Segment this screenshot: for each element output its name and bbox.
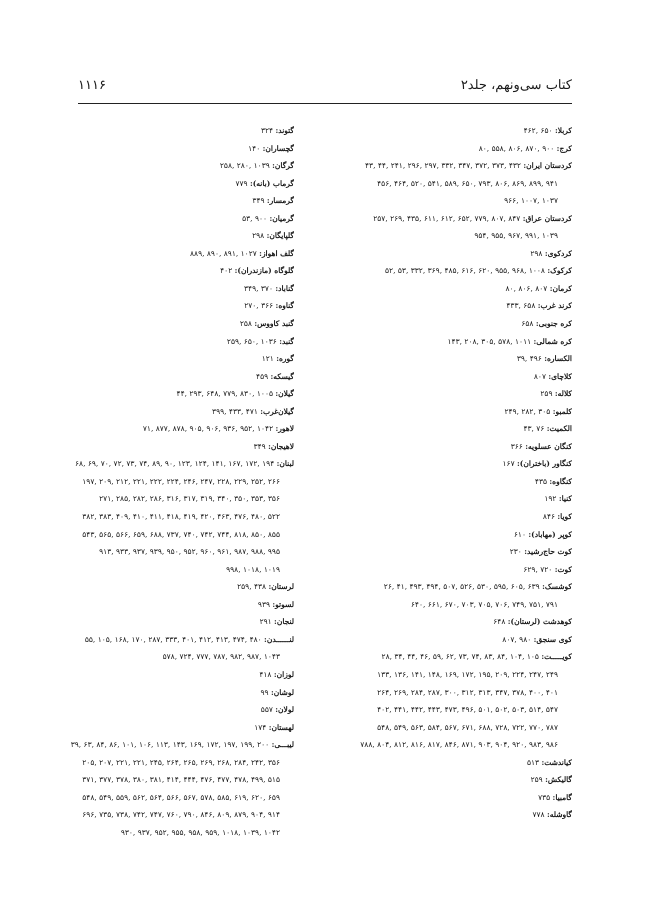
index-entry: [308, 543, 572, 561]
index-entry-continuation: [24, 508, 294, 526]
index-term: کرند غرب:: [537, 301, 572, 311]
index-entry: [308, 631, 572, 649]
page-references: ۵۱۵ ,۴۹۹ ,۴۷۸ ,۴۷۷ ,۴۷۶ ,۴۴۴ ,۴۱۴ ,۳۸۱ ,۳۸۰ ,۳۷۸ ,۳۷۷ ,۳۷۱: [82, 775, 280, 785]
index-term: کردکوی:: [544, 248, 572, 258]
page-references: ۲۰۰ ,۱۹۹ ,۱۹۷ ,۱۷۲ ,۱۶۹ ,۱۴۳ ,۱۱۳ ,۱۰۶ ,۱۰۱ ,۸۶ ,۸۴ ,۶۳ ,۳۹: [70, 740, 272, 750]
page-references: ۵۴۷ ,۵۱۴ ,۵۰۳ ,۵۰۲ ,۵۰۱ ,۴۹۶ ,۴۷۳ ,۴۴۳ ,۴۴۲ ,۴۴۱ ,۴۰۲: [377, 705, 558, 715]
index-entry: [308, 122, 572, 140]
index-entry-continuation: [308, 684, 572, 702]
index-term: کیاندشت:: [541, 757, 572, 767]
index-entry: [24, 385, 294, 403]
index-entry: [308, 526, 572, 544]
index-term: گالیکش:: [545, 775, 572, 785]
page-references: ۶۵۸ ,۴۳۳: [506, 301, 538, 311]
index-term: کنیا:: [558, 494, 572, 504]
index-entry-continuation: [308, 666, 572, 684]
index-term: گرمیان:: [269, 213, 294, 223]
index-term: لولان:: [275, 705, 294, 715]
index-entry: [308, 754, 572, 772]
index-entry: [308, 438, 572, 456]
index-entry: [24, 297, 294, 315]
page-references: ۷۷۹: [235, 178, 250, 188]
index-term: کوشسک:: [542, 582, 572, 592]
page-references: ۴۵۹: [256, 371, 271, 381]
index-entry: [308, 473, 572, 491]
page-references: ۴۹۶ ,۳۹: [516, 354, 545, 364]
index-entry: [308, 157, 572, 175]
index-term: لاهیجان:: [268, 441, 294, 451]
index-term: گلپایگان:: [266, 231, 294, 241]
index-entry: [308, 613, 572, 631]
index-entry: [308, 648, 572, 666]
page-references: ۲۹۸: [252, 231, 267, 241]
page-references: ۳۰۵ ,۲۸۲ ,۲۴۹: [504, 406, 553, 416]
page-references: ۸۵۵ ,۸۵۰ ,۸۱۸ ,۷۴۴ ,۷۴۲ ,۷۴۰ ,۷۳۷ ,۶۸۸ ,۶۵۹ ,۵۶۶ ,۵۶۵ ,۵۴۳: [82, 529, 280, 539]
index-entry: [308, 315, 572, 333]
index-term: کربلا:: [554, 126, 572, 135]
page-references: ۲۵۸: [239, 319, 255, 329]
index-entry: [24, 631, 294, 649]
page-references: ۴۳۸ ,۲۵۹: [237, 582, 269, 592]
index-term: کرمان:: [549, 283, 572, 293]
page-references: ۳۴۹: [253, 441, 269, 451]
index-entry: [308, 578, 572, 596]
page-references: ۳۴۹: [252, 196, 267, 206]
index-term: لوزان:: [273, 669, 294, 679]
index-entry-continuation: [308, 701, 572, 719]
index-entry: [24, 368, 294, 386]
index-entry: [24, 455, 294, 473]
page-references: ۱۰۰۸ ,۹۶۸ ,۹۵۵ ,۶۲۰ ,۶۱۶ ,۴۸۵ ,۳۶۹ ,۳۳۲ ,۵۳ ,۵۲: [385, 266, 548, 276]
index-term: کوت حاج‌رشید:: [524, 547, 572, 557]
index-entry: [308, 368, 572, 386]
page-references: ۹۹: [260, 687, 271, 697]
index-term: گاوشله:: [546, 810, 572, 820]
page-references: ۶۱۰: [513, 529, 529, 539]
page-references: ۲۶۶ ,۲۵۲ ,۲۲۹ ,۲۲۸ ,۲۴۷ ,۲۴۶ ,۲۲۴ ,۲۲۲ ,۲۲۱ ,۲۱۲ ,۲۰۹ ,۱۹۷: [82, 476, 280, 486]
page-references: ۹۳۹: [257, 599, 273, 609]
page-references: ۵۱۳: [526, 757, 542, 767]
page-references: ۷۳۵: [538, 792, 553, 802]
index-entry: [24, 175, 294, 193]
index-entry: [24, 403, 294, 421]
index-column-left: [24, 122, 294, 841]
index-term: لوشان:: [270, 687, 294, 697]
index-term: الکساره:: [544, 354, 572, 364]
index-entry-continuation: [24, 543, 294, 561]
index-term: گیسکه:: [270, 371, 294, 381]
page-references: ۷۹۱ ,۷۵۱ ,۷۴۹ ,۷۰۶ ,۷۰۵ ,۷۰۳ ,۶۷۰ ,۶۶۱ ,۶۴۰: [410, 599, 558, 609]
index-entry: [308, 350, 572, 368]
page-references: ۲۵۹: [540, 389, 555, 399]
index-entry: [24, 227, 294, 245]
page-references: ۱۰۳۷ ,۱۰۰۷ ,۹۶۶: [504, 196, 558, 206]
index-entry-continuation: [308, 227, 572, 245]
index-term: گامبیا:: [552, 792, 572, 802]
page-references: ۴۳۵: [534, 476, 550, 486]
page-references: ۱۰۱۹ ,۱۰۱۸ ,۹۹۸: [226, 564, 280, 574]
page-references: ۶۵۸: [521, 319, 536, 329]
index-entry: [308, 455, 572, 473]
index-entry: [308, 210, 572, 228]
index-entry: [24, 578, 294, 596]
index-entry: [24, 157, 294, 175]
index-term: لاهور:: [275, 424, 294, 434]
index-term: گرمسار:: [266, 196, 294, 206]
page-references: ۳۲۴: [261, 126, 276, 135]
page-references: ۷۷۸: [532, 810, 547, 820]
page-number: ۱۱۱۶: [78, 78, 106, 93]
page-references: ۹۰۰ ,۸۷۰ ,۸۰۶ ,۵۵۸ ,۸۰: [478, 143, 557, 153]
index-entry: [24, 333, 294, 351]
page-references: ۴۷۱ ,۴۳۳ ,۳۹۹: [212, 406, 261, 416]
index-term: کویـــــت:: [541, 652, 572, 662]
index-entry: [24, 736, 294, 754]
index-entry-continuation: [24, 789, 294, 807]
index-term: کویا:: [557, 512, 572, 522]
index-entry: [24, 315, 294, 333]
index-entry: [24, 719, 294, 737]
index-term: کنگان عسلویه:: [525, 441, 572, 451]
index-entry: [308, 403, 572, 421]
page-references: ۸۰۷ ,۸۰۶ ,۸۰: [505, 283, 550, 293]
index-term: گوره:: [276, 354, 294, 364]
index-term: کردستان عراق:: [522, 213, 572, 223]
index-entry: [24, 192, 294, 210]
index-entry-continuation: [24, 648, 294, 666]
index-term: کنگاوه:: [549, 476, 572, 486]
index-term: گیلان‌غرب:: [260, 406, 294, 416]
page-references: ۶۳۹ ,۶۰۵ ,۵۹۵ ,۵۳۰ ,۵۲۶ ,۵۰۷ ,۴۹۴ ,۴۹۳ ,۴۱ ,۲۶: [383, 582, 543, 592]
index-entry-continuation: [24, 806, 294, 824]
index-entry: [24, 122, 294, 140]
page-references: ۱۶۷: [502, 459, 518, 469]
index-term: الکمیت:: [546, 424, 572, 434]
index-entry: [24, 613, 294, 631]
index-entry: [24, 140, 294, 158]
index-entry: [24, 350, 294, 368]
index-entry: [24, 666, 294, 684]
index-entry: [24, 420, 294, 438]
index-entry: [308, 789, 572, 807]
book-title: کتاب سی‌ونهم، جلد۲: [460, 78, 572, 93]
page-references: ۴۰۱ ,۴۰۰ ,۳۷۸ ,۳۴۷ ,۳۱۳ ,۳۱۲ ,۳۰۰ ,۲۸۷ ,۲۸۴ ,۲۶۹ ,۲۶۴: [377, 687, 558, 697]
index-entry-continuation: [308, 192, 572, 210]
index-entry: [308, 280, 572, 298]
index-term: کلاچای:: [548, 371, 572, 381]
page-references: ۱۰۴۲ ,۱۰۳۹ ,۱۰۱۸ ,۹۵۹ ,۹۵۸ ,۹۵۵ ,۹۵۲ ,۹۳۷ ,۹۳۰: [120, 827, 280, 837]
index-entry: [308, 508, 572, 526]
index-entry: [308, 771, 572, 789]
page-header: [78, 78, 572, 98]
index-term: گنبد:: [279, 336, 294, 346]
page-references: ۷۸۷ ,۷۷۰ ,۷۲۲ ,۷۲۸ ,۶۸۸ ,۶۷۱ ,۵۶۷ ,۵۸۴ ,۵۶۳ ,۵۴۹ ,۵۴۸: [377, 722, 558, 732]
page-references: ۹۱۴ ,۹۰۴ ,۸۷۹ ,۸۰۹ ,۸۴۶ ,۷۹۰ ,۷۶۰ ,۷۴۷ ,۷۴۲ ,۷۳۸ ,۷۳۵ ,۶۹۶: [82, 810, 280, 820]
index-term: گناوه:: [275, 301, 294, 311]
index-term: کره جنوبی:: [535, 319, 572, 329]
index-entry: [24, 596, 294, 614]
index-entry: [308, 297, 572, 315]
index-entry: [308, 490, 572, 508]
page-references: ۶۴۸: [493, 617, 508, 627]
page-references: ۴۸۰ ,۴۷۴ ,۴۱۳ ,۴۱۲ ,۴۰۱ ,۳۳۳ ,۲۸۷ ,۱۷۰ ,۱۶۸ ,۱۰۵ ,۵۵: [84, 634, 265, 644]
index-entry-continuation: [24, 771, 294, 789]
index-term: گناباد:: [275, 283, 294, 293]
page-references: ۴۳۲ ,۳۷۳ ,۳۷۲ ,۳۴۷ ,۳۳۲ ,۲۹۷ ,۲۹۶ ,۲۴۱ ,۴۴ ,۴۳: [365, 161, 524, 171]
page-references: ۸۴۶: [542, 512, 558, 522]
page-references: ۱۰۲۷ ,۸۹۱ ,۸۹۰ ,۸۸۹: [190, 248, 260, 258]
page-references: ۶۵۰ ,۴۶۲: [523, 126, 555, 135]
index-term: لنجان:: [274, 617, 294, 627]
page-references: ۱۰۵ ,۱۰۴ ,۸۴ ,۸۳ ,۷۴ ,۷۳ ,۶۲ ,۵۹ ,۴۶ ,۴۴ ,۳۴ ,۲۸: [381, 652, 542, 662]
index-term: گرگان:: [272, 161, 294, 171]
index-entry-continuation: [308, 175, 572, 193]
index-entry: [24, 280, 294, 298]
index-term: گچساران:: [262, 143, 294, 153]
index-entry-continuation: [308, 719, 572, 737]
page-references: ۱۴۰: [248, 143, 263, 153]
page-references: ۷۶ ,۴۳: [523, 424, 547, 434]
index-entry-continuation: [24, 561, 294, 579]
index-entry: [308, 420, 572, 438]
page-references: ۱۰۳۹ ,۹۹۱ ,۹۶۷ ,۹۵۵ ,۹۵۴: [474, 231, 558, 241]
page-references: ۸۴۷ ,۸۰۷ ,۷۷۹ ,۶۵۲ ,۶۱۲ ,۶۱۱ ,۴۳۵ ,۲۶۹ ,۲۵۷: [373, 213, 523, 223]
index-term: کوهدشت (لرستان):: [507, 617, 572, 627]
index-term: کرکوک:: [547, 266, 572, 276]
page-references: ۵۵۷: [260, 705, 276, 715]
index-entry-continuation: [24, 473, 294, 491]
page-references: ۱۲۱: [261, 354, 277, 364]
page-references: ۱۰۱۱ ,۵۷۸ ,۳۰۵ ,۲۰۸ ,۱۴۳: [447, 336, 534, 346]
page-references: ۹۸۰ ,۸۰۷: [502, 634, 534, 644]
index-entry: [308, 385, 572, 403]
index-entry: [308, 333, 572, 351]
page-references: ۵۲۲ ,۴۸۰ ,۴۷۶ ,۴۶۳ ,۴۲۰ ,۴۱۹ ,۴۱۸ ,۴۱۱ ,۴۱۰ ,۴۰۹ ,۳۸۳ ,۳۸۲: [82, 512, 280, 522]
page-references: ۴۰۲: [220, 266, 235, 276]
page-references: ۳۶۶ ,۲۷۰: [244, 301, 276, 311]
index-entry-continuation: [24, 754, 294, 772]
page-references: ۱۰۴۲ ,۹۵۲ ,۹۳۶ ,۹۰۶ ,۹۰۵ ,۸۷۸ ,۸۷۷ ,۷۱: [142, 424, 276, 434]
index-term: گلوگاه (مازندران):: [234, 266, 294, 276]
index-column-right: [308, 122, 572, 824]
index-term: کوت:: [554, 564, 572, 574]
page-references: ۱۹۴ ,۱۷۲ ,۱۶۷ ,۱۴۱ ,۱۲۴ ,۱۲۳ ,۹۰ ,۸۹ ,۷۴ ,۷۳ ,۷۲ ,۷۰ ,۶۹ ,۶۸: [75, 459, 277, 469]
index-entry-continuation: [308, 736, 572, 754]
page-references: ۶۵۹ ,۶۲۰ ,۶۱۹ ,۵۸۵ ,۵۷۸ ,۵۶۷ ,۵۶۶ ,۵۶۴ ,۵۶۲ ,۵۵۹ ,۵۴۹ ,۵۴۸: [82, 792, 280, 802]
index-term: کلمبو:: [552, 406, 572, 416]
index-term: لرستان:: [268, 582, 294, 592]
index-entry: [24, 701, 294, 719]
page-references: ۳۷۰ ,۳۴۹: [244, 283, 276, 293]
index-entry-continuation: [24, 526, 294, 544]
index-term: کوپر (مهاباد):: [528, 529, 572, 539]
page-references: ۲۳۰: [509, 547, 525, 557]
page-references: ۱۹۲: [544, 494, 559, 504]
index-term: لسوتو:: [272, 599, 294, 609]
index-entry: [24, 262, 294, 280]
index-entry-continuation: [24, 490, 294, 508]
index-term: لیبـــی:: [271, 740, 294, 750]
index-term: لبنان:: [276, 459, 294, 469]
index-entry-continuation: [24, 824, 294, 842]
page-references: ۹۸۶ ,۹۸۳ ,۹۲۰ ,۹۰۴ ,۹۰۳ ,۸۷۱ ,۸۴۶ ,۸۱۷ ,۸۱۶ ,۸۱۲ ,۸۰۴ ,۷۸۸: [360, 740, 558, 750]
index-entry: [24, 438, 294, 456]
index-term: گیلان:: [275, 389, 294, 399]
page-references: ۱۰۰۵ ,۸۳۰ ,۷۷۹ ,۶۴۸ ,۲۹۳ ,۴۴: [176, 389, 276, 399]
page-references: ۴۱۸: [259, 669, 274, 679]
index-entry: [24, 245, 294, 263]
page-references: ۹۹۵ ,۹۸۸ ,۹۸۷ ,۹۶۱ ,۹۶۰ ,۹۵۲ ,۹۵۰ ,۹۳۹ ,۹۳۷ ,۹۳۳ ,۹۱۳: [99, 547, 280, 557]
page-references: ۳۶۶: [510, 441, 526, 451]
index-term: کرج:: [556, 143, 572, 153]
index-entry: [308, 262, 572, 280]
index-entry: [24, 684, 294, 702]
index-term: کردستان ایران:: [523, 161, 572, 171]
index-term: کلاله:: [554, 389, 572, 399]
index-term: کره شمالی:: [533, 336, 572, 346]
page-references: ۳۵۶ ,۲۴۲ ,۲۸۴ ,۲۶۸ ,۲۶۹ ,۲۶۵ ,۲۶۴ ,۲۴۵ ,۲۲۱ ,۲۲۱ ,۲۰۷ ,۲۰۵: [82, 757, 280, 767]
page-references: ۹۰۰ ,۵۳: [242, 213, 270, 223]
page-references: ۱۷۴: [254, 722, 269, 732]
page-references: ۳۵۶ ,۳۵۳ ,۳۵۰ ,۳۴۰ ,۳۱۹ ,۳۱۷ ,۳۱۶ ,۲۸۶ ,۲۸۲ ,۲۸۵ ,۲۷۱: [99, 494, 280, 504]
index-entry: [308, 806, 572, 824]
page-references: ۱۰۳۶ ,۶۵۰ ,۲۵۹: [226, 336, 280, 346]
page-references: ۱۰۴۳ ,۹۸۷ ,۹۸۲ ,۷۸۷ ,۷۷۷ ,۷۲۴ ,۵۷۸: [162, 652, 280, 662]
index-term: گلف اهواز:: [259, 248, 294, 258]
page-references: ۲۹۸: [530, 248, 545, 258]
index-term: گرماب (بانه):: [249, 178, 294, 188]
index-entry: [308, 561, 572, 579]
page-references: ۱۰۳۹ ,۲۸۰ ,۲۵۸: [219, 161, 273, 171]
index-entry: [24, 210, 294, 228]
index-term: کوی سنجق:: [533, 634, 572, 644]
index-entry-continuation: [308, 596, 572, 614]
page-references: ۲۴۹ ,۲۴۷ ,۲۲۴ ,۲۰۹ ,۱۹۵ ,۱۷۲ ,۱۶۹ ,۱۴۸ ,۱۴۱ ,۱۳۶ ,۱۳۳: [377, 669, 558, 679]
index-term: کنگاور (باختران):: [517, 459, 572, 469]
index-entry: [308, 245, 572, 263]
page-references: ۲۹۱: [259, 617, 275, 627]
page-references: ۲۵۹: [530, 775, 546, 785]
page-references: ۸۰۷: [533, 371, 549, 381]
page-references: ۷۲۰ ,۶۲۹: [523, 564, 555, 574]
page-references: ۹۴۱ ,۸۹۹ ,۸۶۹ ,۸۰۶ ,۷۹۳ ,۶۵۰ ,۵۸۹ ,۵۴۱ ,۵۲۰ ,۴۶۴ ,۴۵۶: [377, 178, 558, 188]
index-entry: [308, 140, 572, 158]
index-term: لهستان:: [268, 722, 294, 732]
header-divider: [78, 103, 572, 104]
index-term: لنــــــدن:: [264, 634, 294, 644]
index-term: گتوند:: [275, 126, 294, 135]
index-term: گنبد کاووس:: [254, 319, 294, 329]
